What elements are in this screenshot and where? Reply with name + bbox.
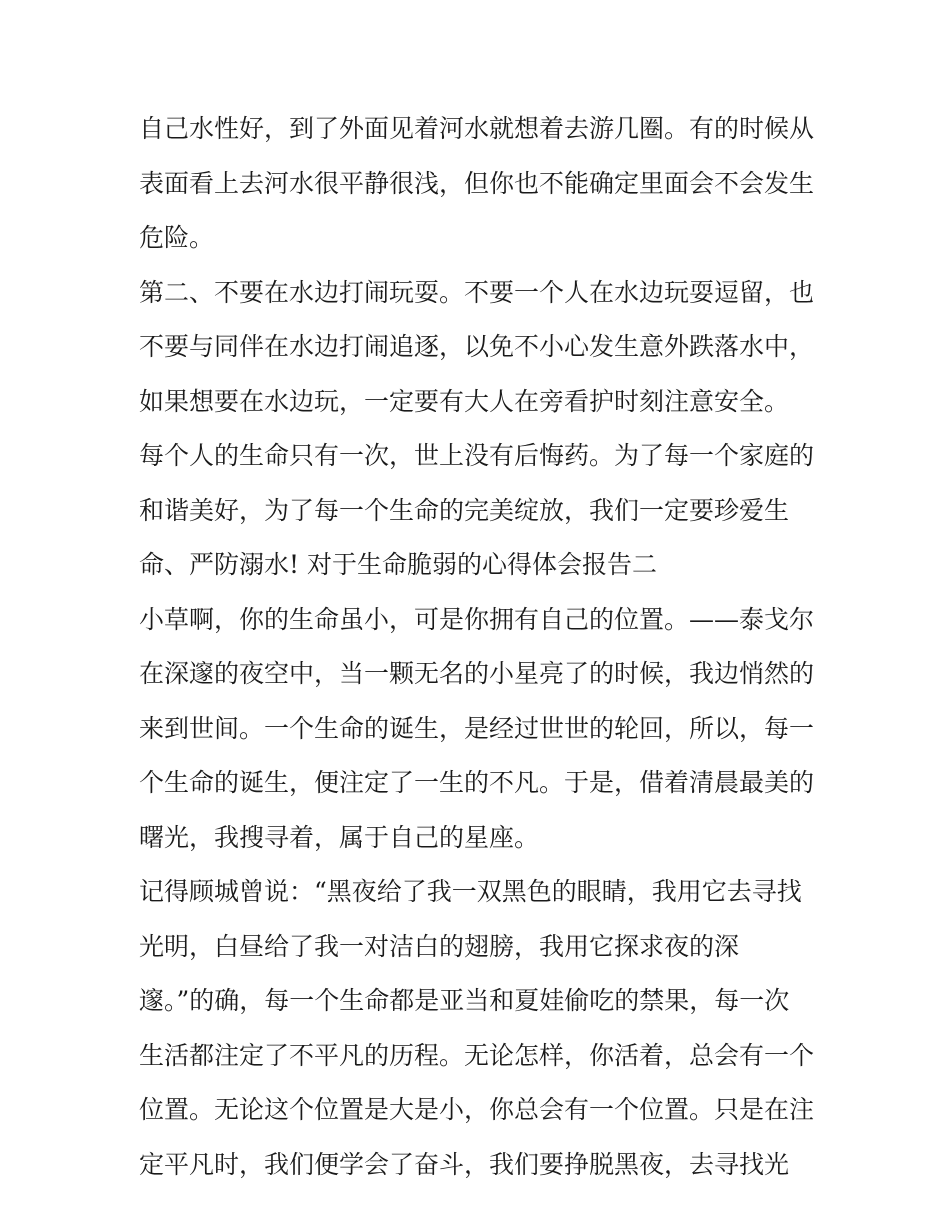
- text-line: 定平凡时，我们便学会了奋斗，我们要挣脱黑夜，去寻找光: [139, 1149, 790, 1179]
- text-line: 来到世间。一个生命的诞生，是经过世世的轮回，所以，每一: [139, 713, 815, 743]
- text-line: 和谐美好，为了每一个生命的完美绽放，我们一定要珍爱生: [139, 495, 790, 525]
- text-line: 危险。: [139, 223, 215, 252]
- text-line: 光明，白昼给了我一对洁白的翅膀，我用它探求夜的深: [139, 931, 740, 961]
- text-line: 曙光，我搜寻着，属于自己的星座。: [139, 822, 540, 852]
- text-line: 表面看上去河水很平静很浅，但你也不能确定里面会不会发生: [139, 168, 815, 198]
- text-line: 如果想要在水边玩，一定要有大人在旁看护时刻注意安全。: [139, 386, 790, 416]
- text-line: 个生命的诞生，便注定了一生的不凡。于是，借着清晨最美的: [139, 768, 815, 797]
- text-line: 在深邃的夜空中，当一颗无名的小星亮了的时候，我边悄然的: [139, 659, 815, 688]
- text-line: 位置。无论这个位置是大是小，你总会有一个位置。只是在注: [139, 1095, 815, 1124]
- text-line: 自己水性好，到了外面见着河水就想着去游几圈。有的时候从: [139, 114, 815, 143]
- text-line: 第二、不要在水边打闹玩耍。不要一个人在水边玩耍逗留，也: [139, 277, 815, 307]
- text-line: 不要与同伴在水边打闹追逐，以免不小心发生意外跌落水中，: [139, 332, 815, 361]
- body-text: [139, 102, 819, 1192]
- text-line: 命、严防溺水! 对于生命脆弱的心得体会报告二: [139, 550, 657, 579]
- text-line: 每个人的生命只有一次，世上没有后悔药。为了每一个家庭的: [139, 441, 815, 470]
- text-line: 生活都注定了不平凡的历程。无论怎样，你活着，总会有一个: [139, 1040, 815, 1070]
- text-line: 邃。”的确，每一个生命都是亚当和夏娃偷吃的禁果，每一次: [139, 986, 790, 1015]
- text-line: 记得顾城曾说：“黑夜给了我一双黑色的眼睛，我用它去寻找: [139, 877, 802, 906]
- text-line: 小草啊，你的生命虽小，可是你拥有自己的位置。——泰戈尔: [139, 604, 815, 634]
